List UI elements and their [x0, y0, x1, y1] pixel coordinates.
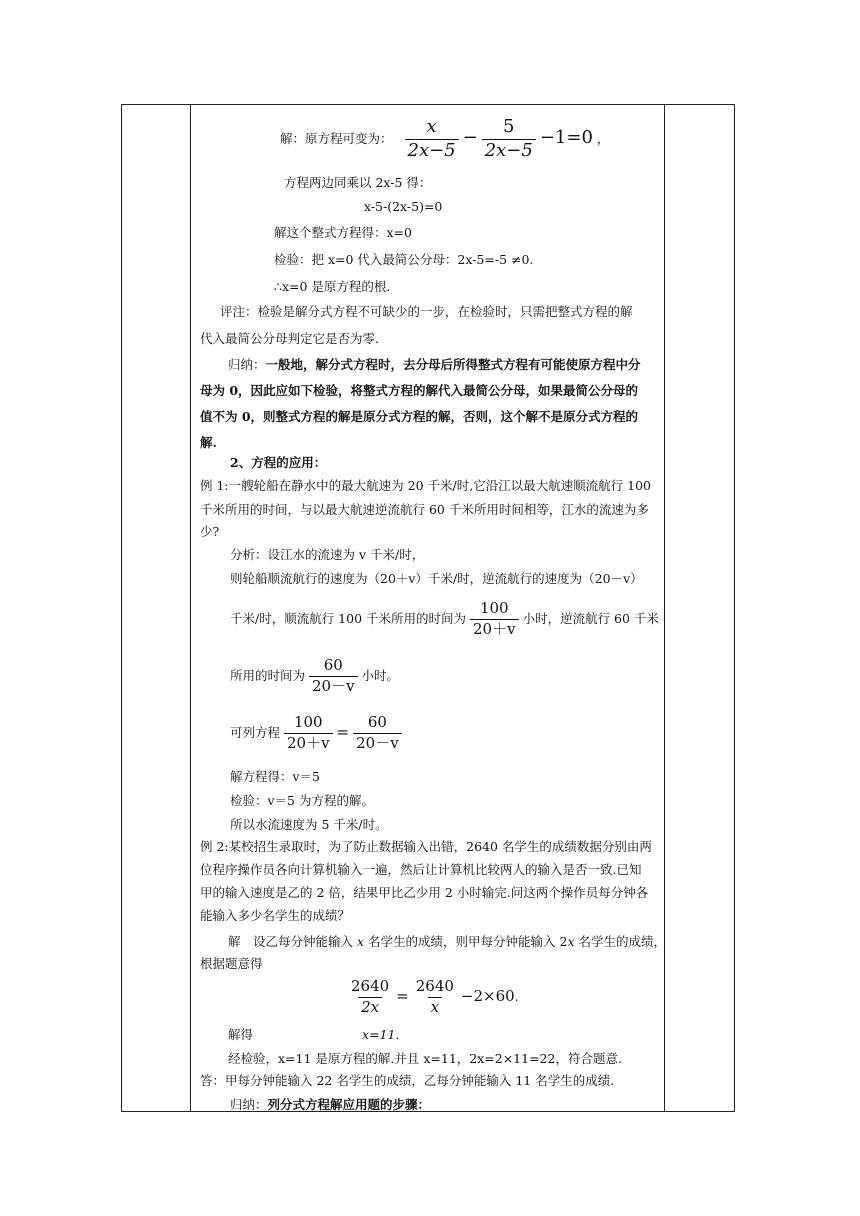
solution-prefix: 解：原方程可变为：	[280, 131, 393, 146]
equation-rhs-fraction: $\frac{60}{20-v}$	[353, 715, 402, 752]
fraction-100-over-20-plus-v: $\frac{100}{20+v}$	[470, 601, 519, 638]
summary1-line-2: 母为 0，因此应如下检验，将整式方程的解代入最简公分母，如果最简公分母的	[200, 383, 639, 398]
summary1-line-3: 值不为 0，则整式方程的解是原分式方程的解，否则，这个解不是原分式方程的	[200, 409, 639, 424]
fraction-60-over-20-minus-v: $\frac{60}{20-v}$	[309, 658, 358, 695]
conclusion-line: ∴x=0 是原方程的根.	[274, 279, 391, 294]
integral-equation: x-5-(2x-5)=0	[364, 199, 443, 214]
comment-line-1: 评注：检验是解分式方程不可缺少的一步，在检验时，只需把整式方程的解	[220, 304, 633, 319]
solve-integral-line: 解这个整式方程得：x=0	[274, 225, 412, 240]
example2-setup: 解 设乙每分钟能输入 x 名学生的成绩，则甲每分钟能输入 2x 名学生的成绩，	[228, 934, 667, 949]
summary2-line: 归纳：列分式方程解应用题的步骤：	[230, 1097, 431, 1112]
example1-check: 检验：v＝5 为方程的解。	[230, 793, 374, 808]
fraction-x-over-2x-5: $\frac{x}{2x-5}$	[405, 118, 459, 161]
section-heading: 2、方程的应用：	[230, 455, 327, 470]
example1-solve: 解方程得：v＝5	[230, 769, 321, 784]
equation-lhs-fraction: $\frac{100}{20+v}$	[284, 715, 333, 752]
example2-answer: 答：甲每分钟能输入 22 名学生的成绩，乙每分钟能输入 11 名学生的成绩.	[200, 1073, 615, 1088]
example1-answer: 所以水流速度为 5 千米/时。	[230, 817, 388, 832]
comment-line-2: 代入最简公分母判定它是否为零.	[200, 331, 379, 346]
fraction-2640-over-2x: $\frac{2640}{2x}$	[351, 977, 390, 1016]
upstream-time-line: 所用的时间为 $\frac{60}{20-v}$ 小时。	[230, 656, 400, 695]
multiply-note: 方程两边同乘以 2x-5 得：	[284, 175, 432, 190]
transformed-equation: 解：原方程可变为： $\frac{x}{2x-5}$ − $\frac{5}{2x-5}$ −1=0 ，	[280, 116, 610, 161]
example2-line-3: 甲的输入速度是乙的 2 倍，结果甲比乙少用 2 小时输完.问这两个操作员每分钟各	[200, 885, 649, 900]
minus-sign: −	[462, 127, 478, 148]
example1-line-2: 千米所用的时间，与以最大航速逆流航行 60 千米所用时间相等，江水的流速为多	[200, 502, 649, 517]
example1-line-3: 少?	[200, 524, 220, 539]
equation-rhs: −1=0	[539, 127, 593, 148]
example2-solve: 解得 x=11.	[228, 1027, 400, 1042]
example2-verify: 经检验，x=11 是原方程的解.并且 x=11，2x=2×11=22，符合题意.	[228, 1051, 622, 1066]
fraction-5-over-2x-5: $\frac{5}{2x-5}$	[482, 118, 536, 161]
example1-line-1: 例 1:一艘轮船在静水中的最大航速为 20 千米/时,它沿江以最大航速顺流航行 100	[200, 478, 652, 493]
example2-line-1: 例 2:某校招生录取时，为了防止数据输入出错，2640 名学生的成绩数据分别由两	[200, 839, 652, 854]
speeds-line: 则轮船顺流航行的速度为（20＋v）千米/时，逆流航行的速度为（20－v）	[230, 571, 643, 586]
example2-equation: $\frac{2640}{2x}$ = $\frac{2640}{x}$ −2×60.	[348, 972, 519, 1021]
example2-setup-2: 根据题意得	[200, 956, 263, 971]
summary1-line-1: 归纳：一般地，解分式方程时，去分母后所得整式方程有可能使原方程中分	[228, 357, 641, 372]
downstream-time-line: 千米/时，顺流航行 100 千米所用的时间为 $\frac{100}{20+v}$ 小时，逆流航行 60 千米	[230, 599, 659, 638]
check-line: 检验：把 x=0 代入最简公分母：2x-5=-5 ≠0.	[274, 252, 534, 267]
analysis-line: 分析：设江水的流速为 v 千米/时，	[230, 547, 425, 562]
column-divider-left	[190, 104, 191, 1112]
summary1-line-4: 解.	[200, 435, 217, 450]
example2-line-2: 位程序操作员各向计算机输入一遍，然后让计算机比较两人的输入是否一致.已知	[200, 862, 642, 877]
equation-setup-line: 可列方程 $\frac{100}{20+v}$ = $\frac{60}{20-v}$	[230, 710, 402, 755]
fraction-2640-over-x: $\frac{2640}{x}$	[415, 977, 454, 1016]
column-divider-right	[664, 104, 665, 1112]
example2-line-4: 能输入多少名学生的成绩？	[200, 908, 351, 923]
